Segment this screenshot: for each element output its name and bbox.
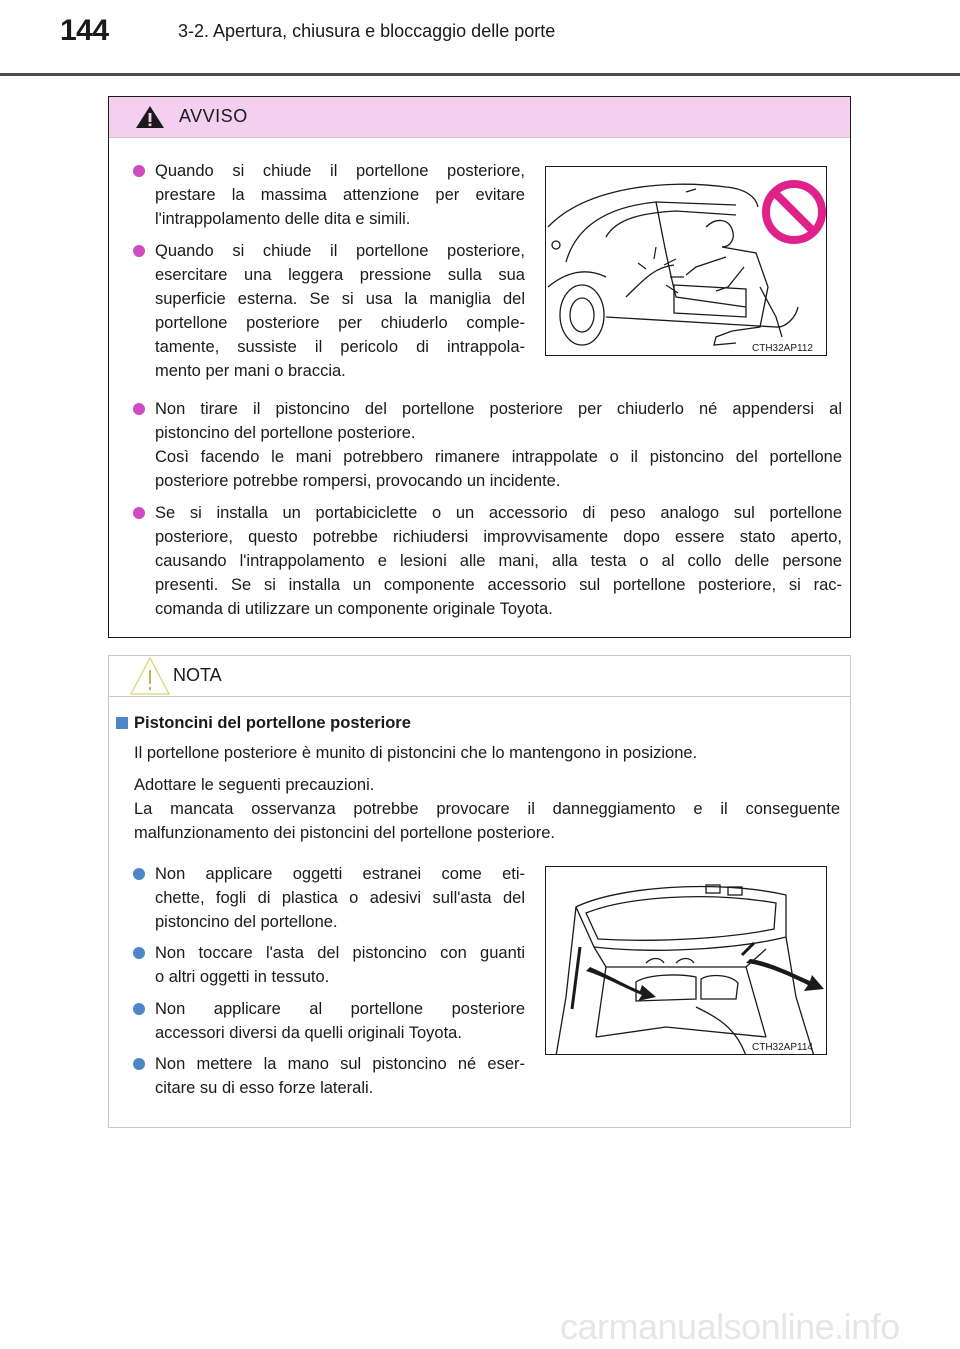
note-item-3: Non applicare al portellone posteriore accessori diversi da quelli originali Toyota. (155, 1000, 525, 1042)
warning-item-4: Se si installa un portabiciclette o un accessorio di peso analogo sul portellone posteriore, questo potrebbe richiudersi improvvisamente dopo essere stato aperto, causando l'intrappolamento e lesioni alle mani, alla testa o al collo delle persone presenti. Se si installa un componente accessorio sul portellone posteriore, si rac- comanda di utilizzare un componente originale Toyota. (155, 504, 842, 618)
note-heading: Pistoncini del portellone posteriore (134, 714, 411, 732)
car-rear-drawing (546, 167, 827, 356)
page-number: 144 (60, 14, 109, 47)
figure-code: CTH32AP114 (752, 1042, 813, 1053)
note-heading-square-icon (116, 717, 128, 729)
note-bullet (133, 1058, 145, 1070)
page-header (0, 0, 960, 80)
tailgate-closing-illustration (545, 166, 827, 356)
warning-bullet (133, 165, 145, 177)
note-precautions: Adottare le seguenti precauzioni. La mancata osservanza potrebbe provocare il danneggiamento e il conseguente malfunzionamento dei pistoncini del portellone posteriore. (134, 776, 840, 842)
warning-item-2: Quando si chiude il portellone posteriore, esercitare una leggera pressione sulla sua superficie esterna. Se si usa la maniglia del portellone posteriore per chiuderlo comple- tamente, sussiste il pericolo di intrappola- mento per mani o braccia. (155, 242, 525, 380)
note-bullet (133, 1003, 145, 1015)
warning-bullet (133, 245, 145, 257)
watermark-logo (560, 1305, 960, 1349)
warning-label: AVVISO (179, 106, 248, 126)
note-item-1: Non applicare oggetti estranei come eti- chette, fogli di plastica o adesivi sull'asta del pistoncino del portellone. (155, 865, 525, 931)
header-rule (0, 73, 960, 76)
note-bullet (133, 868, 145, 880)
note-item-4: Non mettere la mano sul pistoncino né eser- citare su di esso forze laterali. (155, 1055, 525, 1097)
warning-triangle-icon (135, 105, 165, 129)
figure-code: CTH32AP112 (752, 343, 813, 354)
note-item-2: Non toccare l'asta del pistoncino con guanti o altri oggetti in tessuto. (155, 944, 525, 986)
tailgate-struts-illustration (545, 866, 827, 1055)
warning-bullet (133, 507, 145, 519)
warning-bullet (133, 403, 145, 415)
section-title: 3-2. Apertura, chiusura e bloccaggio delle porte (178, 21, 556, 41)
warning-header (109, 97, 850, 138)
warning-item-3: Non tirare il pistoncino del portellone posteriore per chiuderlo né appendersi al pistoncino del portellone posteriore. Così facendo le mani potrebbero rimanere intrappolate o il pistoncino del portellone posteriore potrebbe rompersi, provocando un incidente. (155, 400, 842, 490)
open-tailgate-drawing (546, 867, 827, 1055)
note-header (109, 656, 850, 697)
note-label: NOTA (173, 665, 222, 685)
caution-triangle-icon (129, 656, 171, 696)
note-bullet (133, 947, 145, 959)
svg-text:carmanualsonline.info: carmanualsonline.info (560, 1306, 900, 1347)
note-intro: Il portellone posteriore è munito di pistoncini che lo mantengono in posizione. (134, 744, 698, 762)
warning-item-1: Quando si chiude il portellone posteriore, prestare la massima attenzione per evitare l'intrappolamento delle dita e simili. (155, 162, 525, 228)
